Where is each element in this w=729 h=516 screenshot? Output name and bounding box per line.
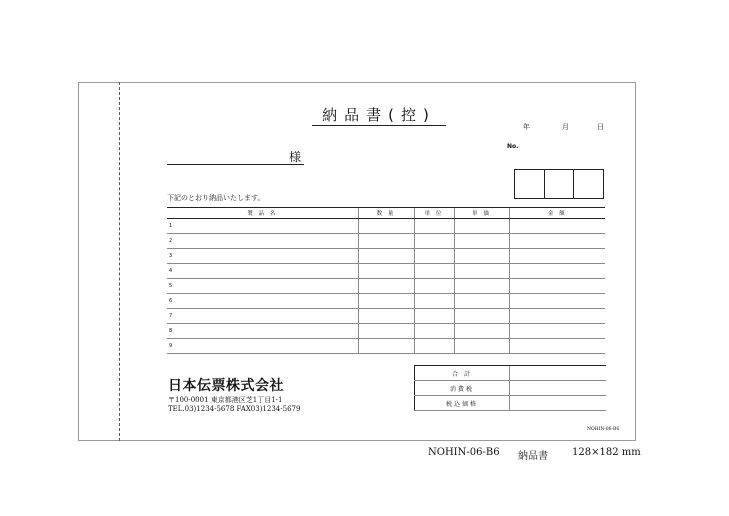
header-unit-price: 単 価	[454, 208, 509, 219]
items-table	[167, 207, 605, 354]
total-label: 合 計	[415, 366, 510, 381]
row-number: 6	[167, 294, 358, 309]
table-row	[167, 219, 605, 234]
date-year-label: 年	[523, 123, 530, 131]
header-unit: 単 位	[414, 208, 454, 219]
caption-code: NOHIN-06-B6	[428, 447, 500, 458]
intro-text: 下記のとおり納品いたします。	[167, 194, 265, 202]
table-row	[167, 339, 605, 354]
row-number: 9	[167, 339, 358, 354]
customer-name-line	[167, 164, 304, 165]
row-number: 5	[167, 279, 358, 294]
stamp-box	[573, 170, 603, 198]
header-product-name: 製 品 名	[167, 208, 358, 219]
table-row	[167, 234, 605, 249]
form-title: 納品書(控)	[322, 106, 436, 124]
row-number: 3	[167, 249, 358, 264]
table-row	[167, 294, 605, 309]
row-number: 2	[167, 234, 358, 249]
table-row	[167, 249, 605, 264]
row-number: 1	[167, 219, 358, 234]
company-tel-fax: TEL.03)1234-5678 FAX03)1234-5679	[168, 405, 301, 413]
product-code-small: NOHIN-06-B6	[587, 427, 620, 432]
company-address: 〒100-0001 東京都港区芝1丁目1-1	[168, 396, 283, 404]
date-day-label: 日	[597, 123, 604, 131]
tax-label: 消費税	[415, 381, 510, 396]
totals-row	[415, 366, 606, 381]
binding-perforation-line	[119, 82, 120, 441]
customer-suffix: 様	[289, 150, 302, 164]
header-amount: 金 額	[509, 208, 605, 219]
row-number: 4	[167, 264, 358, 279]
totals-row	[415, 381, 606, 396]
stamp-box	[544, 170, 574, 198]
row-number: 7	[167, 309, 358, 324]
totals-row	[415, 396, 606, 411]
items-header-row	[167, 208, 605, 219]
table-row	[167, 264, 605, 279]
company-name: 日本伝票株式会社	[168, 378, 284, 394]
stamp-box	[515, 170, 544, 198]
table-row	[167, 309, 605, 324]
table-row	[167, 279, 605, 294]
header-quantity: 数 量	[358, 208, 414, 219]
tax-included-label: 税込価格	[415, 396, 510, 411]
totals-table	[414, 365, 606, 411]
number-label: No.	[507, 143, 519, 150]
date-month-label: 月	[562, 123, 569, 131]
caption-size: 128×182 mm	[572, 447, 641, 458]
title-underline	[312, 125, 446, 126]
caption-name: 納品書	[518, 451, 548, 462]
row-number: 8	[167, 324, 358, 339]
table-row	[167, 324, 605, 339]
stamp-boxes	[514, 169, 604, 199]
